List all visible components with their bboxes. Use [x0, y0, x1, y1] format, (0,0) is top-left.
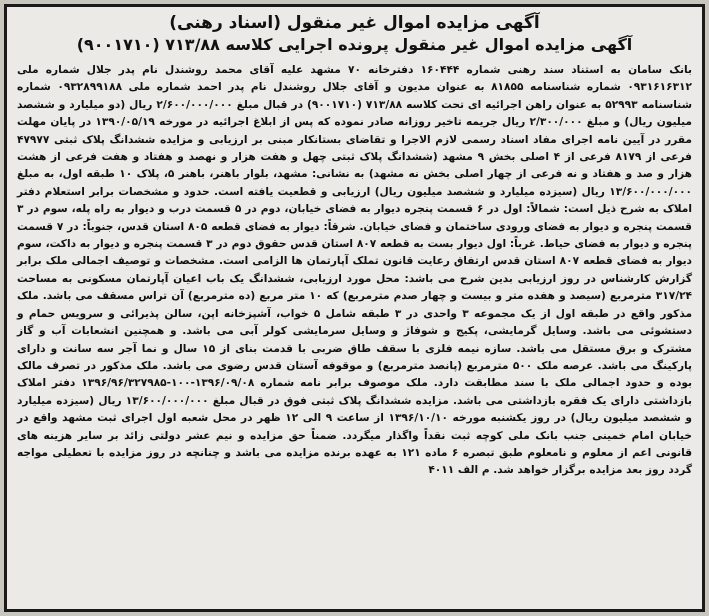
notice-body: [17, 62, 692, 480]
newspaper-notice-clipping: [4, 4, 705, 612]
notice-main-title: آگهی مزایده اموال غیر منقول (اسناد رهنی): [169, 13, 540, 33]
notice-subtitle: آگهی مزایده اموال غیر منقول پرونده اجرایی کلاسه ۷۱۳/۸۸ (۹۰۰۱۷۱۰): [76, 35, 633, 54]
notice-paragraph: بانک سامان به استناد سند رهنی شماره ۱۶۰۴۴۴ دفترخانه ۷۰ مشهد علیه آقای محمد روشندل نام پدر جلال شماره ملی ۰۹۳۱۶۱۶۳۱۲ شماره شناسنامه ۸۱۸۵۵ به عنوان مدیون و آقای جلال روشندل نام پدر احمد شماره ملی ۰۹۳۲۸۹۹۱۸۸ شماره شناسنامه ۵۲۹۹۳ به عنوان راهن اجرائیه ای تحت کلاسه ۷۱۳/۸۸ (۹۰۰۱۷۱۰) در قبال مبلغ ۲/۶۰۰/۰۰۰/۰۰۰ ریال (دو میلیارد و ششصد میلیون ریال) و مبلغ ۲/۳۰۰/۰۰۰ ریال جریمه تاخیر روزانه صادر نموده که پس از ابلاغ اجرائیه در مورخه ۱۳۹۰/۰۵/۱۹ در پایان مهلت مقرر در آیین نامه اجرای مفاد اسناد رسمی لازم الاجرا و تقاضای بستانکار مبنی بر ارزیابی و مزایده ششدانگ پلاک ثبتی ۴۷۹۷۷ فرعی از ۸۱۷۹ فرعی از ۴ اصلی بخش ۹ مشهد (ششدانگ پلاک ثبتی چهل و هفت هزار و نهصد و هفتاد و هفت فرعی از هشت هزار و صد و هفتاد و نه فرعی از چهار اصلی بخش نه مشهد) به نشانی: مشهد، بلوار باهنر، باهنر ۵، پلاک ۱۰ طبقه اول، به مبلغ ۱۳/۶۰۰/۰۰۰/۰۰۰ ریال (سیزده میلیارد و ششصد میلیون ریال) ارزیابی و قطعیت یافته است. حدود و مشخصات برابر استعلام دفتر املاک به شرح ذیل است: شمالاً: اول در ۶ قسمت پنجره دیوار به فضای خیابان، دوم در ۵ قسمت درب و دیوار به راه پله، سوم در ۳ قسمت پنجره و دیوار به فضای ورودی ساختمان و فضای خیابان. شرقاً: دیوار به فضای قطعه ۸۰۵ استان قدس، جنوباً: در ۷ قسمت پنجره و دیوار به فضای حیاط. غرباً: اول دیوار بست به قطعه ۸۰۷ استان قدس حقوق دوم در ۳ قسمت پنجره و دیوار به داکت، سوم دیوار به فضای قطعه ۸۰۷ استان قدس ارتفاق رعایت قانون تملک آپارتمان ها الزامی است. مشخصات و توصیف اجمالی ملک برابر گزارش کارشناس در روز ارزیابی بدین شرح می باشد: محل مورد ارزیابی، ششدانگ یک باب اعیان آپارتمان مسکونی به مساحت ۳۱۷/۲۴ مترمربع (سیصد و هفده متر و بیست و چهار صدم مترمربع) که ۱۰ متر مربع (ده مترمربع) آن تراس مسقف می باشد. ملک مذکور واقع در طبقه اول از یک مجموعه ۳ واحدی در ۳ طبقه شامل ۵ خواب، آشپزخانه اپن، سالن پذیرائی و سرویس حمام و دستشوئی می باشد. وسایل گرمایشی، پکیج و شوفاژ و وسایل سرمایشی کولر آبی می باشد. و همچنین انشعابات آب و گاز مشترک و برق مستقل می باشد. سازه نیمه فلزی با سقف طاق ضربی با قدمت بنای از ۱۵ سال و نما آجر سه سانت و دارای پارکینگ می باشد. عرصه ملک ۵۰۰ مترمربع (پانصد مترمربع) و موقوفه آستان قدس رضوی می باشد. ملک مذکور در تصرف مالک بوده و حدود اجمالی ملک با سند مطابقت دارد. ملک موصوف برابر نامه شماره ۱۳۹۶/۰۹/۰۸-۱۰۰-۱۳۹۶/۹۶/۳۲۷۹۸۵ دفتر املاک بازداشتی دارای یک فقره بازداشتی می باشد. مزایده ششدانگ پلاک ثبتی فوق در قبال مبلغ ۱۳/۶۰۰/۰۰۰/۰۰۰ ریال (سیزده میلیارد و ششصد میلیون ریال) در روز یکشنبه مورخه ۱۳۹۶/۱۰/۱۰ از ساعت ۹ الی ۱۲ ظهر در محل شعبه اول اجرای ثبت مشهد واقع در خیابان امام خمینی جنب بانک ملی کوچه ثبت نقداً واگذار میگردد. ضمناً حق مزایده و نیم عشر دولتی زائد بر سایر هزینه های قانونی اعم از معلوم و نامعلوم طبق تبصره ۶ ماده ۱۲۱ به عهده برنده مزایده می باشد و چنانچه در روز مزایده با تعطیلی مواجه گردد روز بعد مزایده برگزار خواهد شد. م الف ۴۰۱۱: [17, 64, 693, 477]
